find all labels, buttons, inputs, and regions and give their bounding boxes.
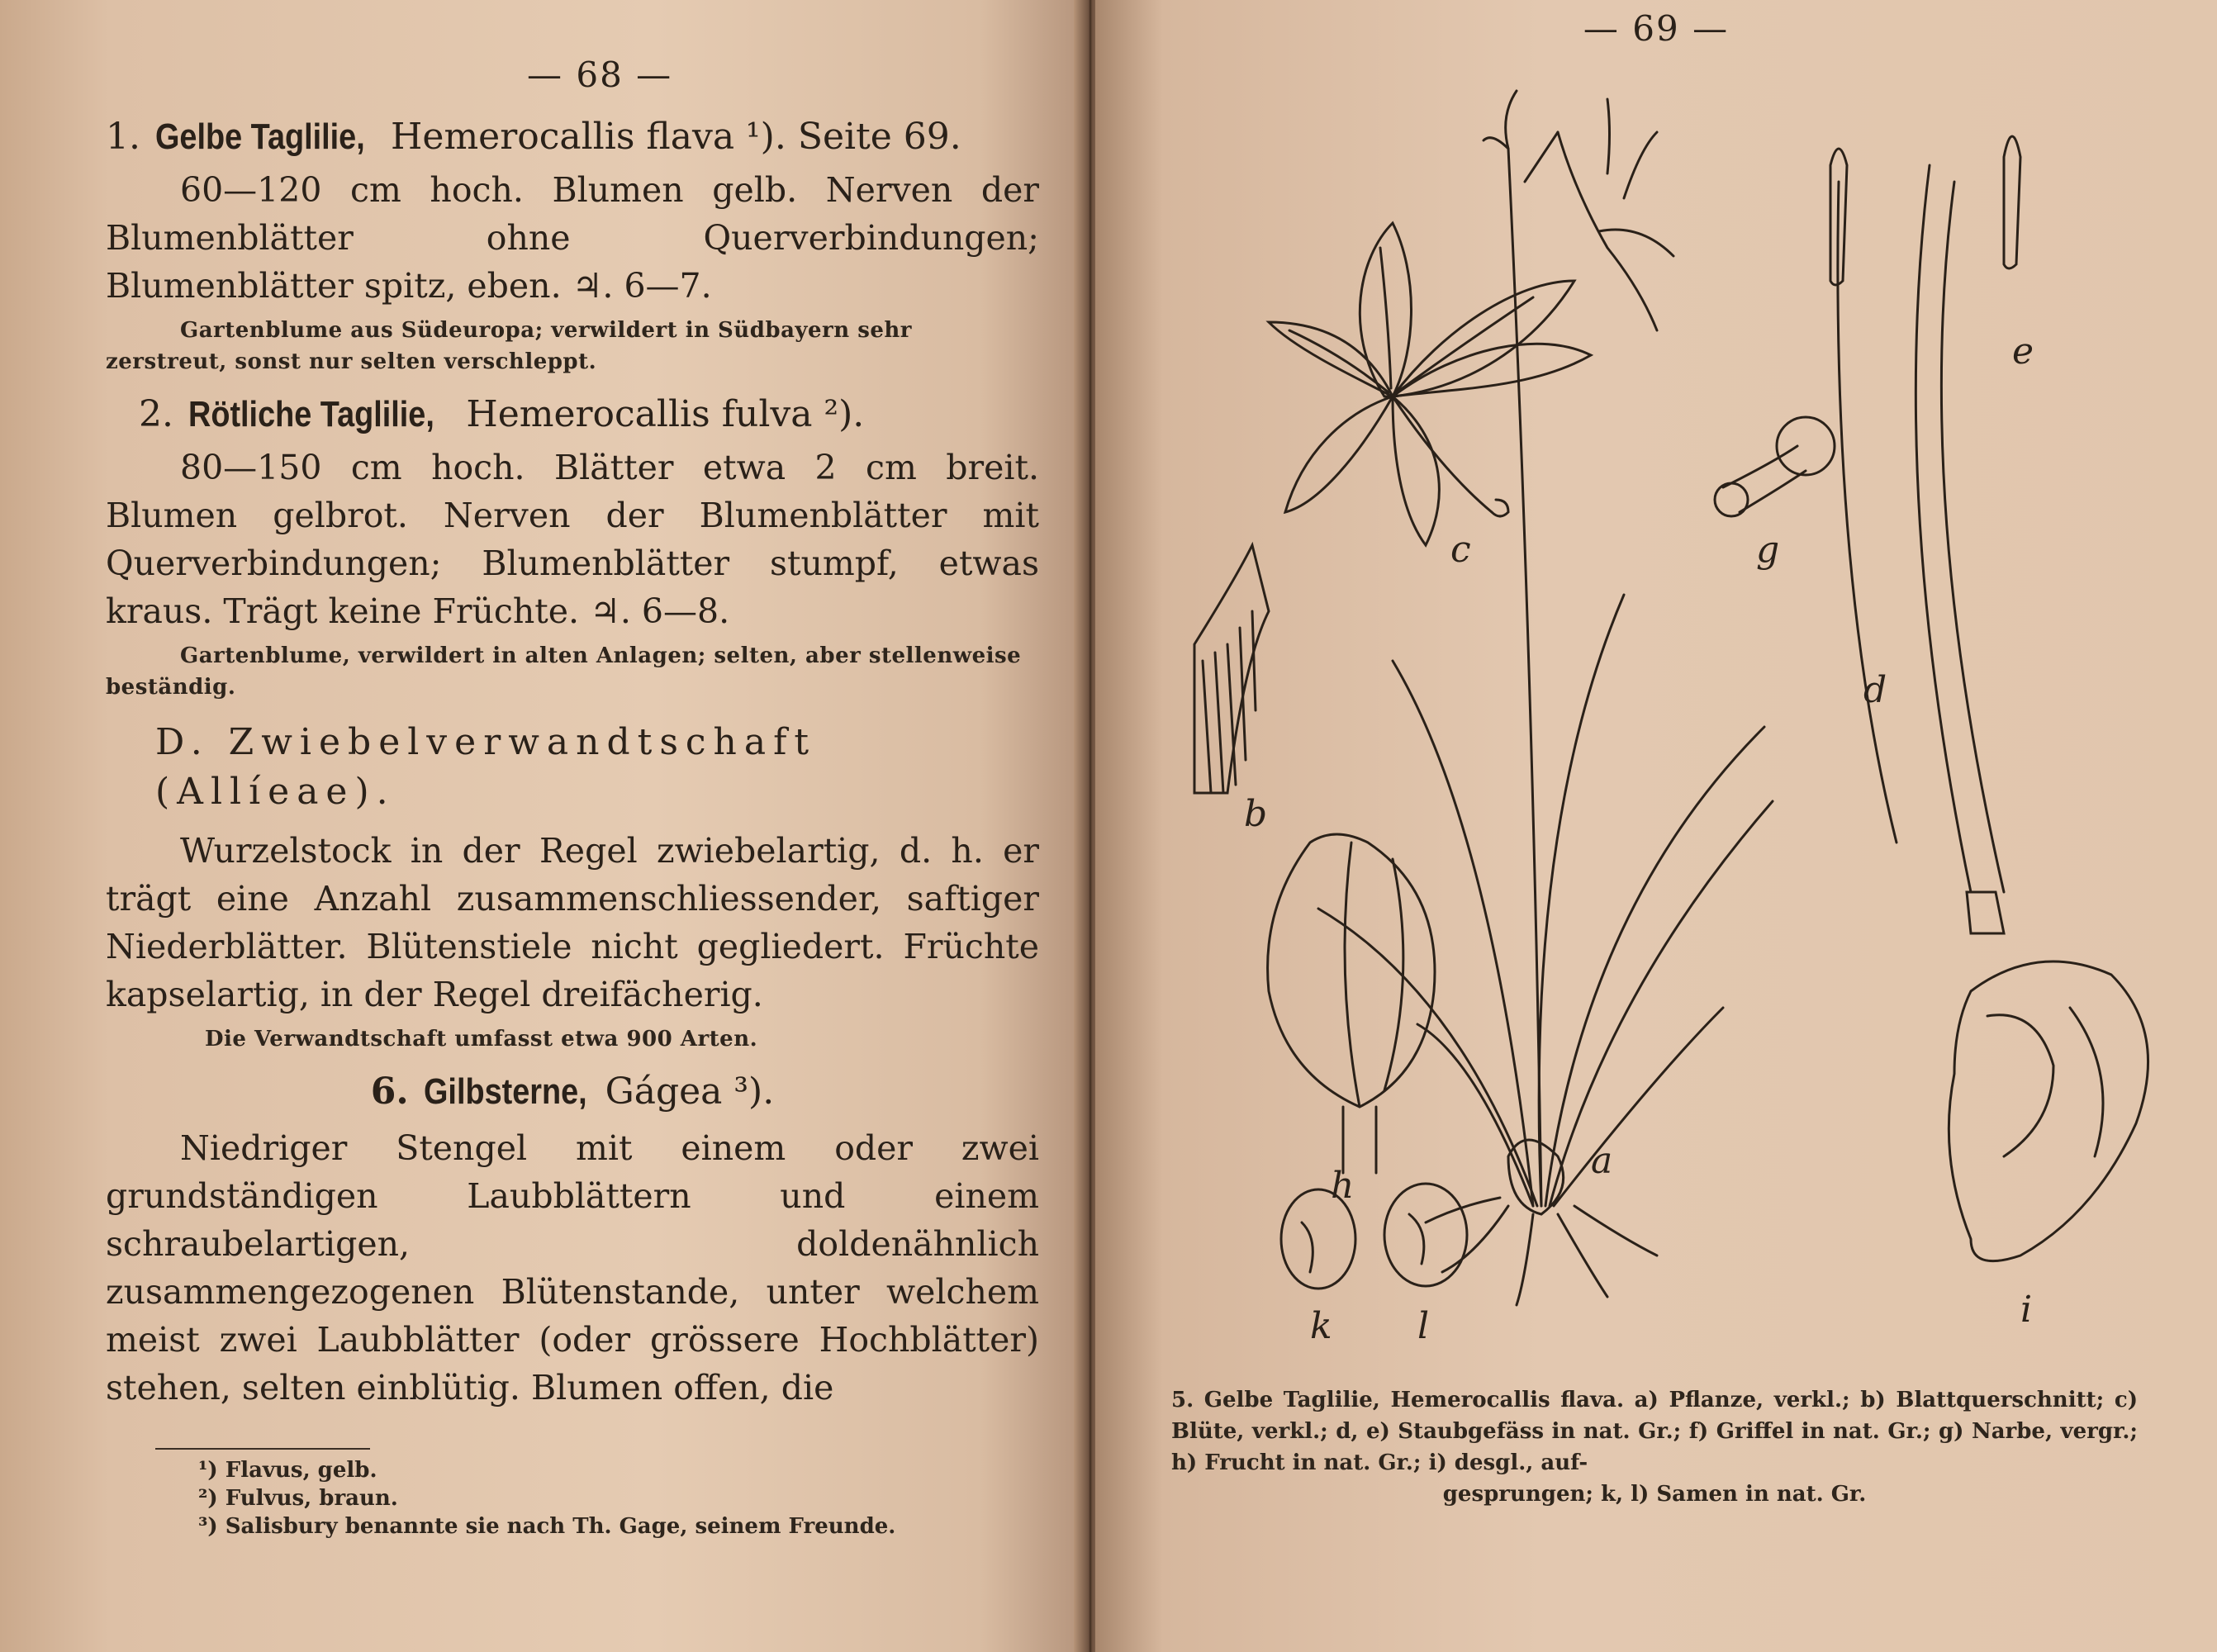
plant-drawing-a bbox=[1318, 91, 1773, 1305]
figure-caption bbox=[1171, 1384, 2138, 1510]
label-k: k bbox=[1310, 1305, 1332, 1347]
label-b: b bbox=[1244, 793, 1268, 835]
leaf-section-drawing-b bbox=[1194, 545, 1269, 793]
stamen-drawing-d bbox=[1830, 149, 1897, 843]
caption-last-line: gesprungen; k, l) Samen in nat. Gr. bbox=[1442, 1482, 1867, 1507]
label-l: l bbox=[1417, 1305, 1430, 1347]
footnote-2: ²) Fulvus, braun. bbox=[198, 1486, 398, 1511]
label-e: e bbox=[2012, 330, 2034, 373]
species-number: 2. bbox=[139, 393, 173, 435]
species-description-2: 80—150 cm hoch. Blätter etwa 2 cm breit. Blumen gelbrot. Nerven der Blumenblätter mit Querverbindungen; Blumenblätter stumpf, etwas kraus. Trägt keine Früchte. ♃. 6—8. bbox=[106, 448, 1039, 631]
page-number-left: — 68 — bbox=[527, 55, 673, 95]
label-h: h bbox=[1331, 1165, 1355, 1207]
species-latin: Hemerocallis fulva ²). bbox=[466, 393, 865, 435]
caption-text: 5. Gelbe Taglilie, Hemerocallis flava. a) Pflanze, verkl.; b) Blattquerschnitt; c) Blüte, verkl.; d, e) Staubgefäss in nat. Gr.; f) Griffel in nat. Gr.; g) Narbe, vergr.; h) Frucht in nat. Gr.; i) desgl., auf- bbox=[1171, 1388, 2138, 1475]
left-page bbox=[0, 0, 1089, 1652]
species-number: 1. bbox=[106, 116, 140, 158]
label-c: c bbox=[1450, 529, 1471, 571]
label-d: d bbox=[1863, 669, 1887, 711]
genus-name: Gilbsterne, bbox=[423, 1071, 587, 1112]
flower-drawing-c bbox=[1269, 223, 1591, 545]
page-number-right: — 69 — bbox=[1583, 8, 1730, 49]
section-description-d: Wurzelstock in der Regel zwiebelartig, d. h. er trägt eine Anzahl zusammenschliessender, saftiger Niederblätter. Blütenstiele nicht gegliedert. Früchte kapselartig, in der Regel dreifächerig. bbox=[106, 831, 1039, 1014]
seed-drawing-l bbox=[1384, 1184, 1467, 1286]
species-name: Gelbe Taglilie, bbox=[154, 116, 365, 157]
capsule-drawing-i bbox=[1949, 961, 2148, 1261]
section-note-d: Die Verwandtschaft umfasst etwa 900 Arten. bbox=[205, 1027, 758, 1051]
label-i: i bbox=[2020, 1289, 2033, 1331]
species-note-2: Gartenblume, verwildert in alten Anlagen; selten, aber stellenweise beständig. bbox=[106, 643, 1022, 700]
stigma-drawing-g bbox=[1715, 417, 1835, 516]
species-heading-1 bbox=[106, 113, 1039, 161]
stamen-drawing-e bbox=[1916, 136, 2020, 933]
botanical-illustration bbox=[1145, 83, 2186, 1355]
label-a: a bbox=[1591, 1140, 1613, 1182]
footnote-3: ³) Salisbury benannte sie nach Th. Gage, seinem Freunde. bbox=[198, 1514, 896, 1539]
label-g: g bbox=[1756, 529, 1780, 571]
species-name: Rötliche Taglilie, bbox=[188, 394, 434, 434]
genus-description-6: Niedriger Stengel mit einem oder zwei grundständigen Laubblättern und einem schraubelartigen, doldenähnlich zusammengezogenen Blütenstande, unter welchem meist zwei Laubblätter (oder grössere Hochblätter) stehen, selten einblütig. Blumen offen, die bbox=[106, 1128, 1039, 1408]
right-page bbox=[1095, 0, 2217, 1652]
genus-number: 6. bbox=[370, 1070, 409, 1113]
species-note-1: Gartenblume aus Südeuropa; verwildert in Südbayern sehr zerstreut, sonst nur selten verschleppt. bbox=[106, 318, 912, 374]
species-description-1: 60—120 cm hoch. Blumen gelb. Nerven der Blumenblätter ohne Querverbindungen; Blumenblätter spitz, eben. ♃. 6—7. bbox=[106, 170, 1039, 306]
footnote-1: ¹) Flavus, gelb. bbox=[198, 1458, 377, 1483]
genus-heading-6 bbox=[106, 1068, 1039, 1116]
genus-latin: Gágea ³). bbox=[605, 1070, 775, 1113]
section-heading-d: D. Zwiebelverwandtschaft (Allíeae). bbox=[155, 721, 817, 813]
footnote-divider bbox=[155, 1448, 370, 1450]
species-latin: Hemerocallis flava ¹). Seite 69. bbox=[391, 116, 961, 158]
fruit-drawing-h bbox=[1268, 834, 1435, 1173]
species-heading-2 bbox=[139, 391, 1039, 439]
